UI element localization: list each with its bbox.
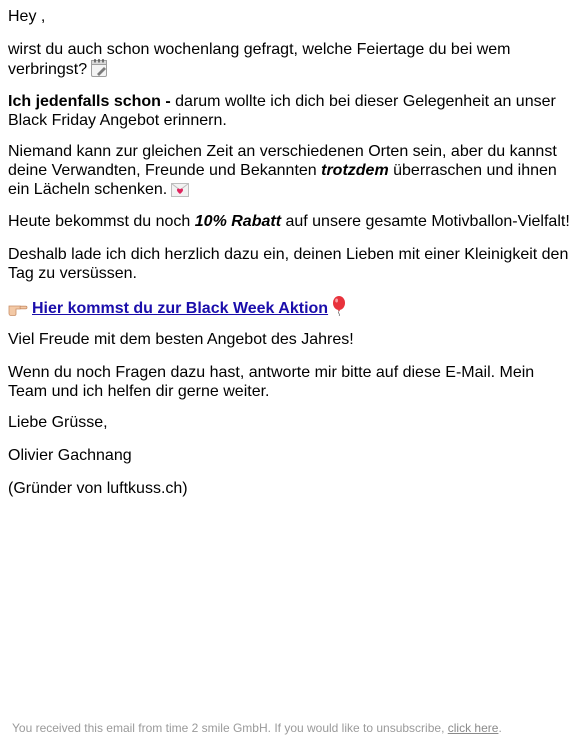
calendar-icon	[91, 59, 107, 82]
surprise-emphasis: trotzdem	[321, 162, 389, 179]
intro-paragraph	[8, 40, 570, 82]
discount-paragraph	[8, 212, 570, 231]
footer-end: .	[498, 721, 502, 735]
intro-text: wirst du auch schon wochenlang gefragt, welche Feiertage du bei wem verbringst?	[8, 41, 511, 78]
enjoy-paragraph: Viel Freude mit dem besten Angebot des Jahres!	[8, 331, 354, 348]
footer-text: You received this email from time 2 smile GmbH. If you would like to unsubscribe,	[12, 721, 448, 735]
surprise-paragraph	[8, 142, 570, 202]
footer	[12, 721, 502, 735]
reminder-text: darum wollte ich dich bei dieser Gelegenheit an unser Black Friday Angebot erinnern.	[8, 93, 556, 129]
surprise-text-start: Niemand kann zur gleichen Zeit an verschiedenen Orten sein, aber du kannst deine Verwandten, Freunde und Bekannten	[8, 143, 557, 179]
cta-paragraph	[8, 296, 346, 321]
questions-paragraph: Wenn du noch Fragen dazu hast, antworte mir bitte auf diese E-Mail. Mein Team und ich helfen dir gerne weiter.	[8, 364, 535, 400]
pointing-hand-icon	[8, 302, 28, 321]
balloon-icon	[332, 296, 346, 321]
cta-label: Hier kommst du zur Black Week Aktion	[32, 300, 329, 317]
signature-role: (Gründer von luftkuss.ch)	[8, 480, 188, 497]
closing: Liebe Grüsse,	[8, 414, 108, 431]
discount-text-end: auf unsere gesamte Motivballon-Vielfalt!	[281, 213, 570, 230]
unsubscribe-link[interactable]: click here	[447, 721, 499, 735]
love-letter-icon	[171, 183, 189, 202]
invite-paragraph: Deshalb lade ich dich herzlich dazu ein, deinen Lieben mit einer Kleinigkeit den Tag zu versüssen.	[8, 246, 569, 282]
discount-emphasis: 10% Rabatt	[194, 213, 282, 230]
discount-text-start: Heute bekommst du noch	[8, 213, 195, 230]
greeting: Hey ,	[8, 8, 46, 25]
signature-name: Olivier Gachnang	[8, 447, 132, 464]
black-week-link[interactable]	[8, 300, 346, 317]
surprise-text-end: überraschen und ihnen ein Lächeln schenken.	[8, 162, 557, 198]
reminder-bold: Ich jedenfalls schon -	[8, 93, 171, 110]
reminder-paragraph	[8, 92, 570, 130]
